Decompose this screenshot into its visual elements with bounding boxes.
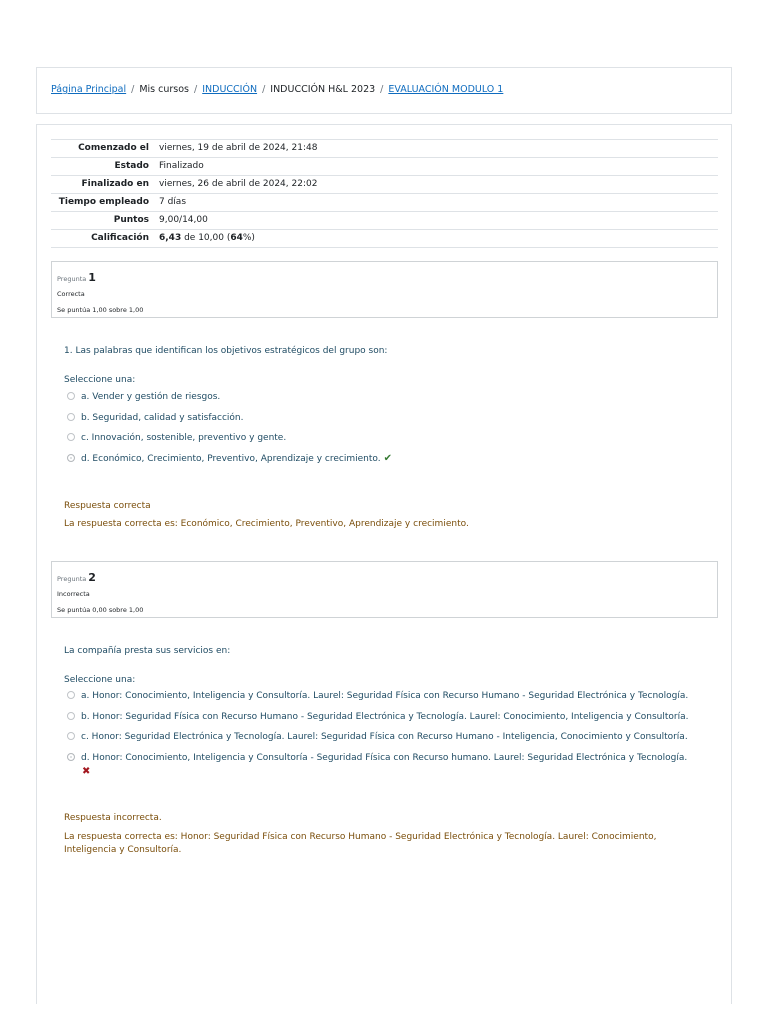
grade-percent: 64 — [230, 233, 243, 243]
radio-button[interactable] — [67, 392, 75, 400]
question-1-info — [51, 261, 718, 318]
answer-label: c. Innovación, sostenible, preventivo y gente. — [81, 433, 287, 443]
question-2-prompt: Seleccione una: — [64, 675, 136, 685]
breadcrumb-my-courses: Mis cursos — [139, 84, 190, 95]
question-1-answer-b[interactable] — [67, 413, 244, 423]
finished-label: Finalizado en — [51, 176, 154, 194]
breadcrumb-separator: / — [380, 84, 384, 95]
answer-label: d. Económico, Crecimiento, Preventivo, Aprendizaje y crecimiento. — [81, 454, 381, 464]
question-2-answer-d[interactable] — [67, 753, 687, 763]
question-2-right-answer: La respuesta correcta es: Honor: Seguridad Física con Recurso Humano - Seguridad Electrónica y Tecnología. Laurel: Conocimiento, Inteligencia y Consultoría. — [64, 832, 657, 855]
started-label: Comenzado el — [51, 140, 154, 158]
state-value: Finalizado — [154, 158, 718, 176]
time-value: 7 días — [154, 194, 718, 212]
breadcrumb-quiz-link[interactable]: EVALUACIÓN MODULO 1 — [388, 84, 504, 95]
radio-button[interactable] — [67, 712, 75, 720]
answer-label: a. Honor: Conocimiento, Inteligencia y Consultoría. Laurel: Seguridad Física con Recurso Humano - Seguridad Electrónica y Tecnología. — [81, 691, 689, 701]
question-number: 1 — [88, 271, 96, 284]
points-value: 9,00/14,00 — [154, 212, 718, 230]
radio-button[interactable] — [67, 413, 75, 421]
breadcrumb-separator: / — [131, 84, 135, 95]
state-label: Estado — [51, 158, 154, 176]
breadcrumb — [36, 67, 732, 114]
quiz-review-card — [36, 124, 732, 1004]
cross-icon: ✖ — [82, 766, 91, 777]
question-label: Pregunta — [57, 275, 87, 283]
radio-button[interactable] — [67, 691, 75, 699]
grade-mid: de 10,00 ( — [181, 233, 231, 243]
summary-row-finished — [51, 176, 718, 194]
breadcrumb-separator: / — [194, 84, 198, 95]
question-1-prompt: Seleccione una: — [64, 375, 136, 385]
question-2-text: La compañía presta sus servicios en: — [64, 646, 231, 656]
radio-button-selected[interactable] — [67, 454, 75, 462]
breadcrumb-home-link[interactable]: Página Principal — [51, 84, 127, 95]
breadcrumb-course-link[interactable]: INDUCCIÓN — [202, 84, 258, 95]
summary-row-time — [51, 194, 718, 212]
summary-row-grade — [51, 230, 718, 248]
started-value: viernes, 19 de abril de 2024, 21:48 — [154, 140, 718, 158]
question-2-answer-c[interactable] — [67, 732, 688, 742]
answer-label: a. Vender y gestión de riesgos. — [81, 392, 221, 402]
radio-button[interactable] — [67, 732, 75, 740]
question-1-answer-d[interactable] — [67, 453, 392, 464]
question-grade: Se puntúa 0,00 sobre 1,00 — [57, 606, 144, 614]
answer-label: d. Honor: Conocimiento, Inteligencia y Consultoría - Seguridad Física con Recurso humano. Laurel: Seguridad Electrónica y Tecnología. — [81, 753, 688, 763]
grade-score: 6,43 — [159, 233, 182, 243]
question-2-answer-a[interactable] — [67, 691, 688, 701]
question-number: 2 — [88, 571, 96, 584]
question-1-answer-c[interactable] — [67, 433, 286, 443]
radio-button[interactable] — [67, 433, 75, 441]
answer-label: c. Honor: Seguridad Electrónica y Tecnología. Laurel: Seguridad Física con Recurso Humano - Inteligencia, Conocimiento y Consultoría. — [81, 732, 688, 742]
question-2-feedback: Respuesta incorrecta. — [64, 813, 162, 823]
grade-label: Calificación — [51, 230, 154, 248]
question-2-answer-b[interactable] — [67, 712, 688, 722]
summary-row-started — [51, 140, 718, 158]
time-label: Tiempo empleado — [51, 194, 154, 212]
radio-button-selected[interactable] — [67, 753, 75, 761]
summary-row-points — [51, 212, 718, 230]
question-1-answer-a[interactable] — [67, 392, 220, 402]
answer-label: b. Seguridad, calidad y satisfacción. — [81, 413, 244, 423]
question-1-right-answer: La respuesta correcta es: Económico, Crecimiento, Preventivo, Aprendizaje y crecimiento. — [64, 519, 469, 529]
question-state: Incorrecta — [57, 590, 90, 598]
attempt-summary-table — [51, 139, 718, 248]
grade-end: %) — [242, 233, 255, 243]
points-label: Puntos — [51, 212, 154, 230]
grade-value — [154, 230, 718, 248]
question-grade: Se puntúa 1,00 sobre 1,00 — [57, 306, 144, 314]
question-state: Correcta — [57, 290, 85, 298]
answer-label: b. Honor: Seguridad Física con Recurso Humano - Seguridad Electrónica y Tecnología. Laurel: Conocimiento, Inteligencia y Consultoría. — [81, 712, 689, 722]
finished-value: viernes, 26 de abril de 2024, 22:02 — [154, 176, 718, 194]
question-1-text: 1. Las palabras que identifican los objetivos estratégicos del grupo son: — [64, 346, 388, 356]
question-2-info — [51, 561, 718, 618]
question-1-feedback: Respuesta correcta — [64, 501, 151, 511]
breadcrumb-section: INDUCCIÓN H&L 2023 — [270, 84, 376, 95]
breadcrumb-separator: / — [262, 84, 266, 95]
summary-row-state — [51, 158, 718, 176]
question-label: Pregunta — [57, 575, 87, 583]
check-icon: ✔ — [383, 453, 392, 464]
